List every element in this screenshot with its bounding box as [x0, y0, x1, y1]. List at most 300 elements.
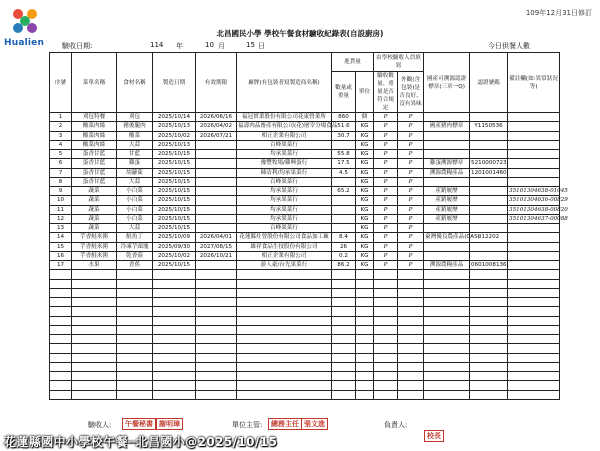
cell-dish — [72, 316, 117, 325]
table-row — [50, 150, 560, 159]
cell-cert — [470, 205, 508, 214]
cell-supplier: 百峰果菜行 — [237, 224, 332, 233]
table-row — [50, 113, 560, 122]
cell-exp-date — [196, 150, 237, 159]
cell-qty: 86.2 — [332, 261, 356, 270]
cell-origin — [424, 131, 470, 140]
cell-ingredient: 刈包 — [117, 113, 153, 122]
cell-cert — [470, 353, 508, 362]
cell-cert — [470, 279, 508, 288]
cell-appearance: P — [398, 131, 424, 140]
cell-supplier: 百峰果菜行 — [237, 140, 332, 149]
cell-check — [374, 298, 398, 307]
cell-appearance: P — [398, 251, 424, 260]
cell-mfg-date — [153, 316, 196, 325]
cell-supplier: 福冠實業股份有限公司花東營業所 — [237, 113, 332, 122]
table-row — [50, 168, 560, 177]
cell-appearance — [398, 288, 424, 297]
cell-supplier — [237, 353, 332, 362]
cell-check: P — [374, 251, 398, 260]
cell-dish: 酸菜肉絲 — [72, 140, 117, 149]
cell-origin — [424, 242, 470, 251]
cell-no — [50, 344, 72, 353]
cell-no: 11 — [50, 205, 72, 214]
principal-stamp: 校長 — [424, 430, 444, 442]
cell-unit — [356, 362, 374, 371]
cell-unit — [356, 372, 374, 381]
cell-ingredient — [117, 381, 153, 390]
cell-appearance: P — [398, 150, 424, 159]
cell-mfg-date — [153, 372, 196, 381]
cell-check: P — [374, 140, 398, 149]
cell-unit — [356, 325, 374, 334]
cell-no — [50, 307, 72, 316]
cell-no: 1 — [50, 113, 72, 122]
cell-supplier: 游人豪/台光果菜行 — [237, 261, 332, 270]
cell-supplier — [237, 288, 332, 297]
cell-qty — [332, 298, 356, 307]
cell-mfg-date — [153, 325, 196, 334]
cell-appearance: P — [398, 177, 424, 186]
cell-ingredient: 小白菜 — [117, 214, 153, 223]
table-row — [50, 242, 560, 251]
cell-qty — [332, 270, 356, 279]
supervisor-stamp: 總務主任 — [268, 418, 302, 430]
cell-ingredient — [117, 279, 153, 288]
cell-mfg-date: 2025/10/15 — [153, 214, 196, 223]
cell-remark — [508, 131, 560, 140]
cell-dish — [72, 372, 117, 381]
cell-origin — [424, 381, 470, 390]
cell-supplier — [237, 344, 332, 353]
cell-dish: 水果 — [72, 261, 117, 270]
header-unit: 單位 — [356, 72, 374, 113]
cell-appearance — [398, 353, 424, 362]
header-ingredient: 食材名稱 — [117, 53, 153, 113]
cell-mfg-date: 2025/10/15 — [153, 150, 196, 159]
cell-appearance — [398, 335, 424, 344]
cell-exp-date — [196, 390, 237, 399]
cell-dish: 芋香鮭米粥 — [72, 233, 117, 242]
watermark: 花蓮縣國中小學校午餐─北昌國小@2025/10/15 — [4, 435, 278, 449]
cell-dish — [72, 381, 117, 390]
cell-dish: 蔬菜 — [72, 196, 117, 205]
cell-check: P — [374, 242, 398, 251]
cell-qty: 8.4 — [332, 233, 356, 242]
cell-qty: 65.2 — [332, 187, 356, 196]
table-row — [50, 233, 560, 242]
table-row — [50, 325, 560, 334]
inspection-date-label: 驗收日期: — [62, 42, 93, 50]
cell-cert — [470, 362, 508, 371]
cell-check — [374, 307, 398, 316]
cell-exp-date — [196, 205, 237, 214]
cell-cert — [470, 344, 508, 353]
cell-dish — [72, 307, 117, 316]
header-exp-date: 有效期限 — [196, 53, 237, 113]
cell-origin: 產銷履歷 — [424, 205, 470, 214]
inspection-month: 10 — [205, 41, 214, 49]
cell-unit — [356, 344, 374, 353]
cell-exp-date — [196, 381, 237, 390]
cell-remark — [508, 325, 560, 334]
table-row — [50, 224, 560, 233]
cell-check — [374, 270, 398, 279]
header-origin: 國產可溯源認證標章(三章一Q) — [424, 53, 470, 113]
cell-remark — [508, 390, 560, 399]
cell-remark: 35101304637-00088 — [509, 215, 568, 222]
inspector-stamp: 午餐秘書 — [122, 418, 156, 430]
cell-cert — [470, 316, 508, 325]
cell-ingredient: 冷凍芋頭塊 — [117, 242, 153, 251]
cell-exp-date — [196, 307, 237, 316]
table-row — [50, 196, 560, 205]
cell-supplier: 雄祥食品生技股份有限公司 — [237, 242, 332, 251]
cell-remark — [508, 261, 560, 270]
inspection-day: 15 — [246, 41, 255, 49]
cell-qty: 26 — [332, 242, 356, 251]
cell-exp-date — [196, 140, 237, 149]
cell-ingredient — [117, 344, 153, 353]
cell-check — [374, 316, 398, 325]
cell-cert — [470, 140, 508, 149]
header-supplier: 廠牌(有包裝者寫製造商名稱) — [237, 53, 332, 113]
cell-cert — [470, 307, 508, 316]
cell-no: 14 — [50, 233, 72, 242]
table-row — [50, 335, 560, 344]
table-row — [50, 122, 560, 131]
cell-no: 8 — [50, 177, 72, 186]
cell-origin — [424, 177, 470, 186]
cell-exp-date — [196, 187, 237, 196]
cell-exp-date — [196, 372, 237, 381]
cell-ingredient — [117, 372, 153, 381]
cell-dish: 蛋香甘藍 — [72, 159, 117, 168]
cell-no: 2 — [50, 122, 72, 131]
cell-appearance — [398, 362, 424, 371]
cell-origin — [424, 335, 470, 344]
cell-appearance: P — [398, 233, 424, 242]
cell-exp-date — [196, 261, 237, 270]
cell-supplier: 百峰果菜行 — [237, 177, 332, 186]
cell-ingredient: 小白菜 — [117, 196, 153, 205]
cell-dish: 酸菜肉絲 — [72, 131, 117, 140]
cell-mfg-date: 2025/10/15 — [153, 196, 196, 205]
cell-ingredient — [117, 307, 153, 316]
cell-appearance — [398, 344, 424, 353]
cell-mfg-date: 2025/10/02 — [153, 131, 196, 140]
cell-unit: KG — [356, 150, 374, 159]
cell-qty — [332, 390, 356, 399]
cell-mfg-date — [153, 279, 196, 288]
cell-exp-date — [196, 159, 237, 168]
cell-appearance — [398, 307, 424, 316]
cell-no: 3 — [50, 131, 72, 140]
cell-qty — [332, 196, 356, 205]
cell-dish — [72, 298, 117, 307]
cell-exp-date — [196, 298, 237, 307]
cell-remark — [508, 372, 560, 381]
cell-no: 13 — [50, 224, 72, 233]
cell-remark — [508, 381, 560, 390]
cell-appearance: P — [398, 242, 424, 251]
cell-remark — [508, 122, 560, 131]
cell-qty — [332, 316, 356, 325]
cell-origin — [424, 298, 470, 307]
table-row — [50, 205, 560, 214]
cell-no: 16 — [50, 251, 72, 260]
page-title: 北昌國民小學 學校午餐食材驗收紀錄表(自設廚房) — [216, 29, 384, 38]
cell-cert — [470, 131, 508, 140]
cell-cert: 5210000723 — [471, 160, 507, 167]
cell-appearance: P — [398, 159, 424, 168]
table-row — [50, 298, 560, 307]
cell-check: P — [374, 261, 398, 270]
cell-exp-date — [196, 344, 237, 353]
cell-remark — [508, 288, 560, 297]
cell-appearance: P — [398, 187, 424, 196]
cell-ingredient: 大蒜 — [117, 224, 153, 233]
cell-ingredient — [117, 362, 153, 371]
cell-origin — [424, 224, 470, 233]
cell-no: 6 — [50, 159, 72, 168]
cell-supplier: 均承果菜行 — [237, 205, 332, 214]
cell-cert — [470, 196, 508, 205]
cell-remark — [508, 140, 560, 149]
inspector-name: 謝明璋 — [156, 418, 183, 430]
cell-appearance: P — [398, 205, 424, 214]
cell-origin — [424, 270, 470, 279]
cell-no — [50, 362, 72, 371]
cell-check: P — [374, 177, 398, 186]
cell-qty — [332, 205, 356, 214]
cell-qty — [332, 362, 356, 371]
cell-cert — [470, 242, 508, 251]
cell-remark — [508, 362, 560, 371]
cell-ingredient: 乾香菇 — [117, 251, 153, 260]
cell-appearance — [398, 325, 424, 334]
cell-origin — [424, 251, 470, 260]
cell-origin: 產銷履歷 — [424, 187, 470, 196]
cell-dish — [72, 288, 117, 297]
cell-remark — [508, 270, 560, 279]
supervisor-name: 張文進 — [301, 418, 328, 430]
cell-exp-date — [196, 362, 237, 371]
cell-dish: 蛋香甘藍 — [72, 150, 117, 159]
inspector-label: 驗收人: — [88, 421, 112, 429]
cell-qty: 30.7 — [332, 131, 356, 140]
cell-supplier: 相正企業有限公司 — [237, 131, 332, 140]
cell-exp-date — [196, 270, 237, 279]
table-row — [50, 270, 560, 279]
cell-unit — [356, 298, 374, 307]
cell-ingredient: 大蒜 — [117, 177, 153, 186]
cell-dish: 刈包特餐 — [72, 113, 117, 122]
cell-exp-date — [196, 316, 237, 325]
inspection-year-unit: 年 — [176, 42, 183, 50]
cell-cert — [470, 390, 508, 399]
cell-cert — [470, 372, 508, 381]
cell-supplier: 均承果菜行 — [237, 196, 332, 205]
cell-exp-date — [196, 325, 237, 334]
cell-check — [374, 362, 398, 371]
cell-mfg-date: 2025/10/15 — [153, 177, 196, 186]
cell-qty: 0.2 — [332, 251, 356, 260]
cell-no — [50, 316, 72, 325]
cell-check — [374, 390, 398, 399]
cell-mfg-date — [153, 381, 196, 390]
cell-remark — [508, 177, 560, 186]
cell-appearance — [398, 390, 424, 399]
cell-mfg-date — [153, 270, 196, 279]
cell-dish — [72, 335, 117, 344]
cell-qty — [332, 372, 356, 381]
cell-origin — [424, 279, 470, 288]
cell-cert — [470, 381, 508, 390]
cell-supplier: 均承果菜行 — [237, 150, 332, 159]
cell-qty — [332, 335, 356, 344]
cell-no — [50, 298, 72, 307]
cell-ingredient — [117, 325, 153, 334]
cell-exp-date: 2026/10/21 — [196, 251, 237, 260]
cell-remark — [508, 316, 560, 325]
header-check: 驗收數量、重量是否符合規定 — [374, 72, 398, 113]
cell-mfg-date: 2025/10/09 — [153, 233, 196, 242]
cell-mfg-date: 2025/10/15 — [153, 159, 196, 168]
cell-unit: KG — [356, 122, 374, 131]
cell-unit: KG — [356, 168, 374, 177]
cell-dish — [72, 270, 117, 279]
cell-remark — [508, 279, 560, 288]
cell-ingredient: 酸菜 — [117, 131, 153, 140]
cell-dish — [72, 325, 117, 334]
cell-appearance — [398, 372, 424, 381]
cell-appearance: P — [398, 122, 424, 131]
cell-origin — [424, 372, 470, 381]
cell-exp-date — [196, 177, 237, 186]
cell-dish: 蛋香甘藍 — [72, 177, 117, 186]
cell-origin: 臺灣優良農產品(CAS) — [425, 234, 480, 241]
cell-ingredient: 雞蛋 — [117, 159, 153, 168]
cell-dish: 蔬菜 — [72, 214, 117, 223]
cell-origin — [424, 353, 470, 362]
table-row — [50, 251, 560, 260]
cell-mfg-date: 2025/09/30 — [153, 242, 196, 251]
cell-check — [374, 325, 398, 334]
cell-unit: KG — [356, 205, 374, 214]
cell-mfg-date — [153, 335, 196, 344]
cell-supplier: 豫豐牧場/雞興蛋行 — [237, 159, 332, 168]
cell-ingredient: 香蕉 — [117, 261, 153, 270]
cell-supplier — [237, 316, 332, 325]
cell-origin — [424, 113, 470, 122]
header-appearance: 外觀(含包裝)是否良好、沒有異味 — [398, 72, 424, 113]
table-row — [50, 131, 560, 140]
inspection-table — [49, 52, 568, 400]
cell-cert — [470, 298, 508, 307]
table-row — [50, 187, 560, 196]
cell-exp-date — [196, 224, 237, 233]
cell-unit: KG — [356, 242, 374, 251]
cell-appearance — [398, 381, 424, 390]
cell-qty: 55.8 — [332, 150, 356, 159]
cell-cert — [470, 177, 508, 186]
cell-mfg-date — [153, 362, 196, 371]
cell-check: P — [374, 233, 398, 242]
cell-qty — [332, 344, 356, 353]
header-school-group: 由學校驗收人員填寫 — [374, 53, 424, 72]
table-row — [50, 344, 560, 353]
cell-cert — [470, 335, 508, 344]
cell-qty — [332, 353, 356, 362]
cell-no: 17 — [50, 261, 72, 270]
cell-mfg-date: 2025/10/13 — [153, 140, 196, 149]
cell-exp-date — [196, 196, 237, 205]
cell-remark — [508, 242, 560, 251]
cell-mfg-date: 2025/10/13 — [153, 122, 196, 131]
table-row — [50, 307, 560, 316]
table-row — [50, 159, 560, 168]
cell-check — [374, 344, 398, 353]
table-row — [50, 362, 560, 371]
cell-origin: 國產豬肉標章 — [424, 122, 470, 131]
cell-dish: 芋香鮭米粥 — [72, 242, 117, 251]
cell-supplier — [237, 298, 332, 307]
cell-check — [374, 288, 398, 297]
cell-check — [374, 279, 398, 288]
supervisor-label: 單位主管: — [232, 421, 263, 429]
cell-unit: 個 — [356, 113, 374, 122]
cell-cert — [470, 270, 508, 279]
cell-cert: 1201001460 — [471, 169, 507, 176]
cell-ingredient: 鮭魚丁 — [117, 233, 153, 242]
cell-check: P — [374, 224, 398, 233]
table-row — [50, 261, 560, 270]
cell-appearance — [398, 316, 424, 325]
cell-dish: 蔬菜 — [72, 187, 117, 196]
cell-unit: KG — [356, 131, 374, 140]
cell-dish: 蛋香甘藍 — [72, 168, 117, 177]
cell-unit — [356, 390, 374, 399]
cell-remark: 35101304636-00829 — [509, 197, 568, 204]
cell-exp-date — [196, 288, 237, 297]
cell-unit — [356, 279, 374, 288]
header-remark: 備註欄(如:異常狀況等) — [508, 53, 560, 113]
cell-qty — [332, 381, 356, 390]
header-delivery: 進貨量 — [332, 53, 374, 72]
cell-dish — [72, 362, 117, 371]
cell-origin — [424, 307, 470, 316]
cell-no: 7 — [50, 168, 72, 177]
cell-ingredient: 大蒜 — [117, 140, 153, 149]
cell-appearance: P — [398, 261, 424, 270]
cell-unit — [356, 288, 374, 297]
cell-remark — [508, 335, 560, 344]
cell-appearance: P — [398, 196, 424, 205]
cell-check — [374, 372, 398, 381]
cell-cert — [470, 113, 508, 122]
cell-remark — [508, 251, 560, 260]
cell-no — [50, 288, 72, 297]
cell-dish: 芋香鮭米粥 — [72, 251, 117, 260]
cell-origin — [424, 150, 470, 159]
cell-remark — [508, 224, 560, 233]
cell-cert — [470, 251, 508, 260]
cell-ingredient — [117, 270, 153, 279]
cell-no: 9 — [50, 187, 72, 196]
cell-no — [50, 372, 72, 381]
logo-text: Hualien — [4, 38, 45, 48]
